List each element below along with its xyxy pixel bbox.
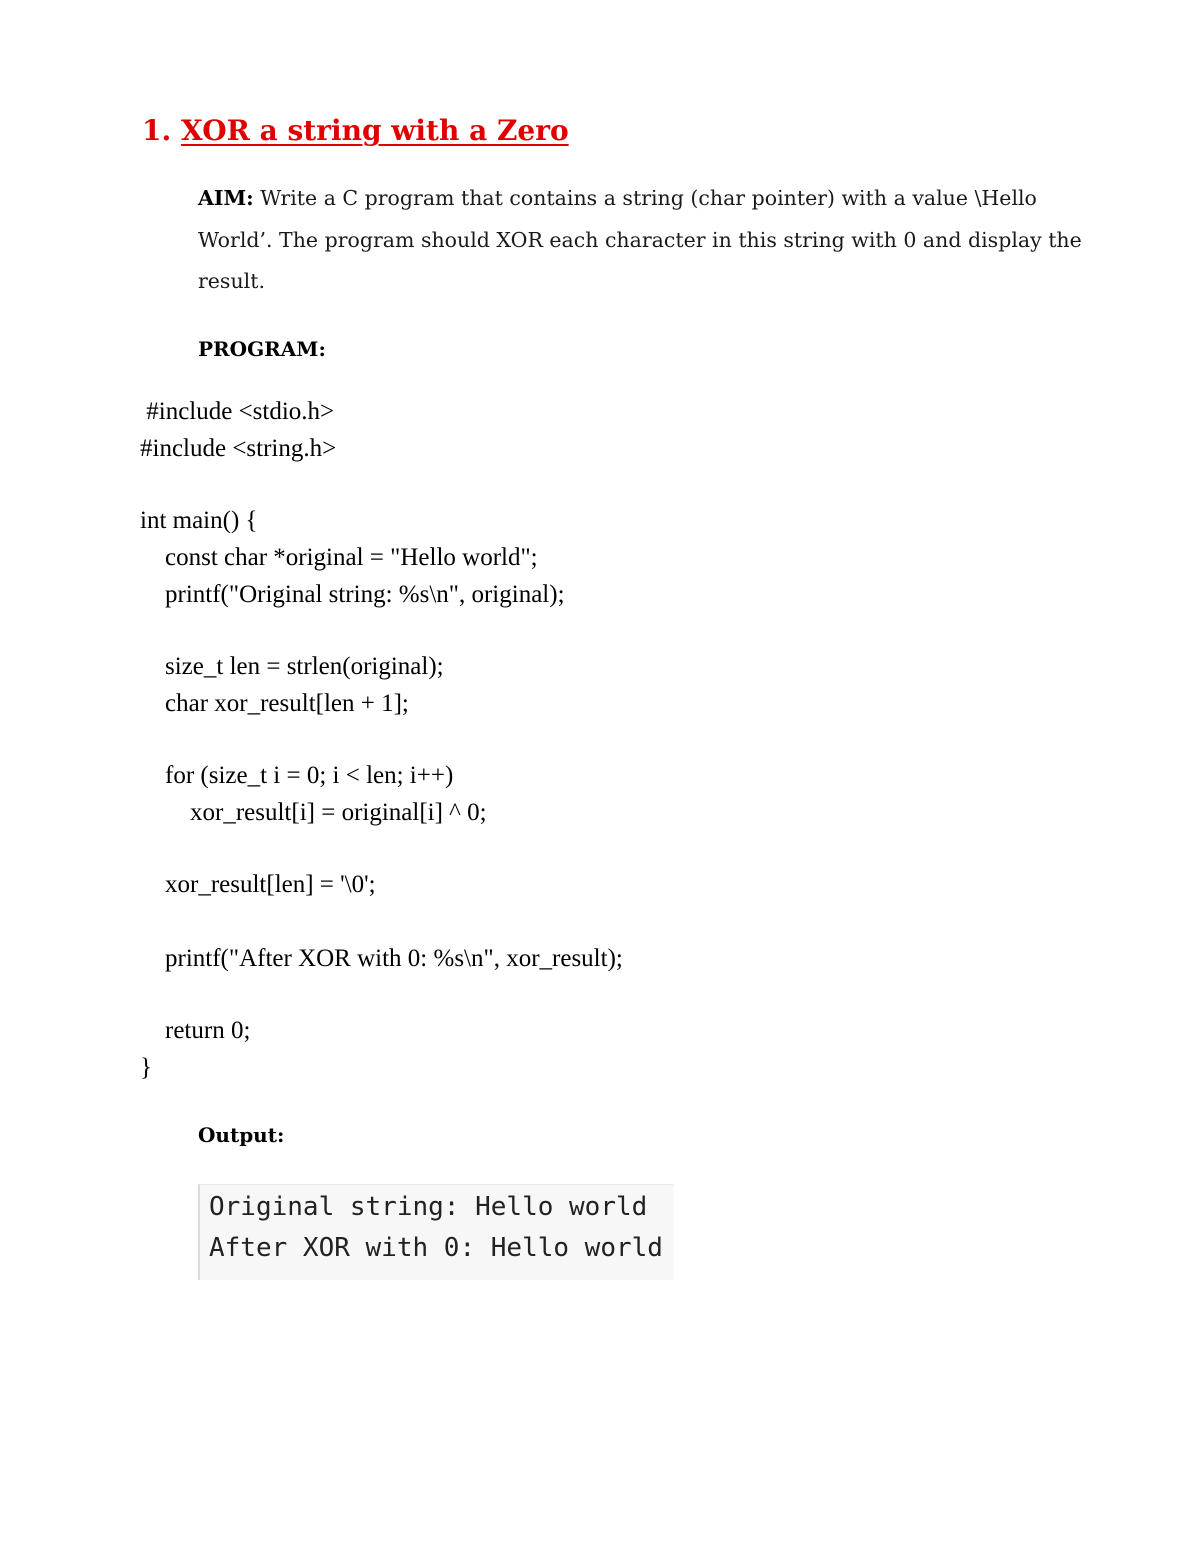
section-heading xyxy=(142,114,569,147)
output-label: Output: xyxy=(198,1123,285,1147)
code-line: for (size_t i = 0; i < len; i++) xyxy=(140,762,454,789)
aim-paragraph xyxy=(198,178,1098,303)
code-line: const char *original = "Hello world"; xyxy=(140,544,538,571)
code-line: xor_result[i] = original[i] ^ 0; xyxy=(140,799,487,826)
code-line: printf("After XOR with 0: %s\n", xor_result); xyxy=(140,945,623,972)
code-line: char xor_result[len + 1]; xyxy=(140,690,409,717)
code-line: printf("Original string: %s\n", original); xyxy=(140,581,565,608)
program-label: PROGRAM: xyxy=(198,337,326,361)
code-line: } xyxy=(140,1054,152,1081)
aim-label: AIM: xyxy=(198,186,254,210)
code-line: int main() { xyxy=(140,507,258,534)
code-line: xor_result[len] = '\0'; xyxy=(140,871,376,898)
output-line: After XOR with 0: Hello world xyxy=(209,1233,663,1263)
code-line: #include <stdio.h> xyxy=(140,398,335,425)
code-line: return 0; xyxy=(140,1017,251,1044)
output-line: Original string: Hello world xyxy=(209,1192,648,1222)
output-console xyxy=(198,1184,674,1280)
section-title: XOR a string with a Zero xyxy=(180,114,569,147)
section-number: 1. xyxy=(142,114,172,147)
code-line: size_t len = strlen(original); xyxy=(140,653,444,680)
aim-text: Write a C program that contains a string (char pointer) with a value \Hello World’. The program should XOR each character in this string with 0 and display the result. xyxy=(198,186,1082,293)
code-line: #include <string.h> xyxy=(140,435,337,462)
